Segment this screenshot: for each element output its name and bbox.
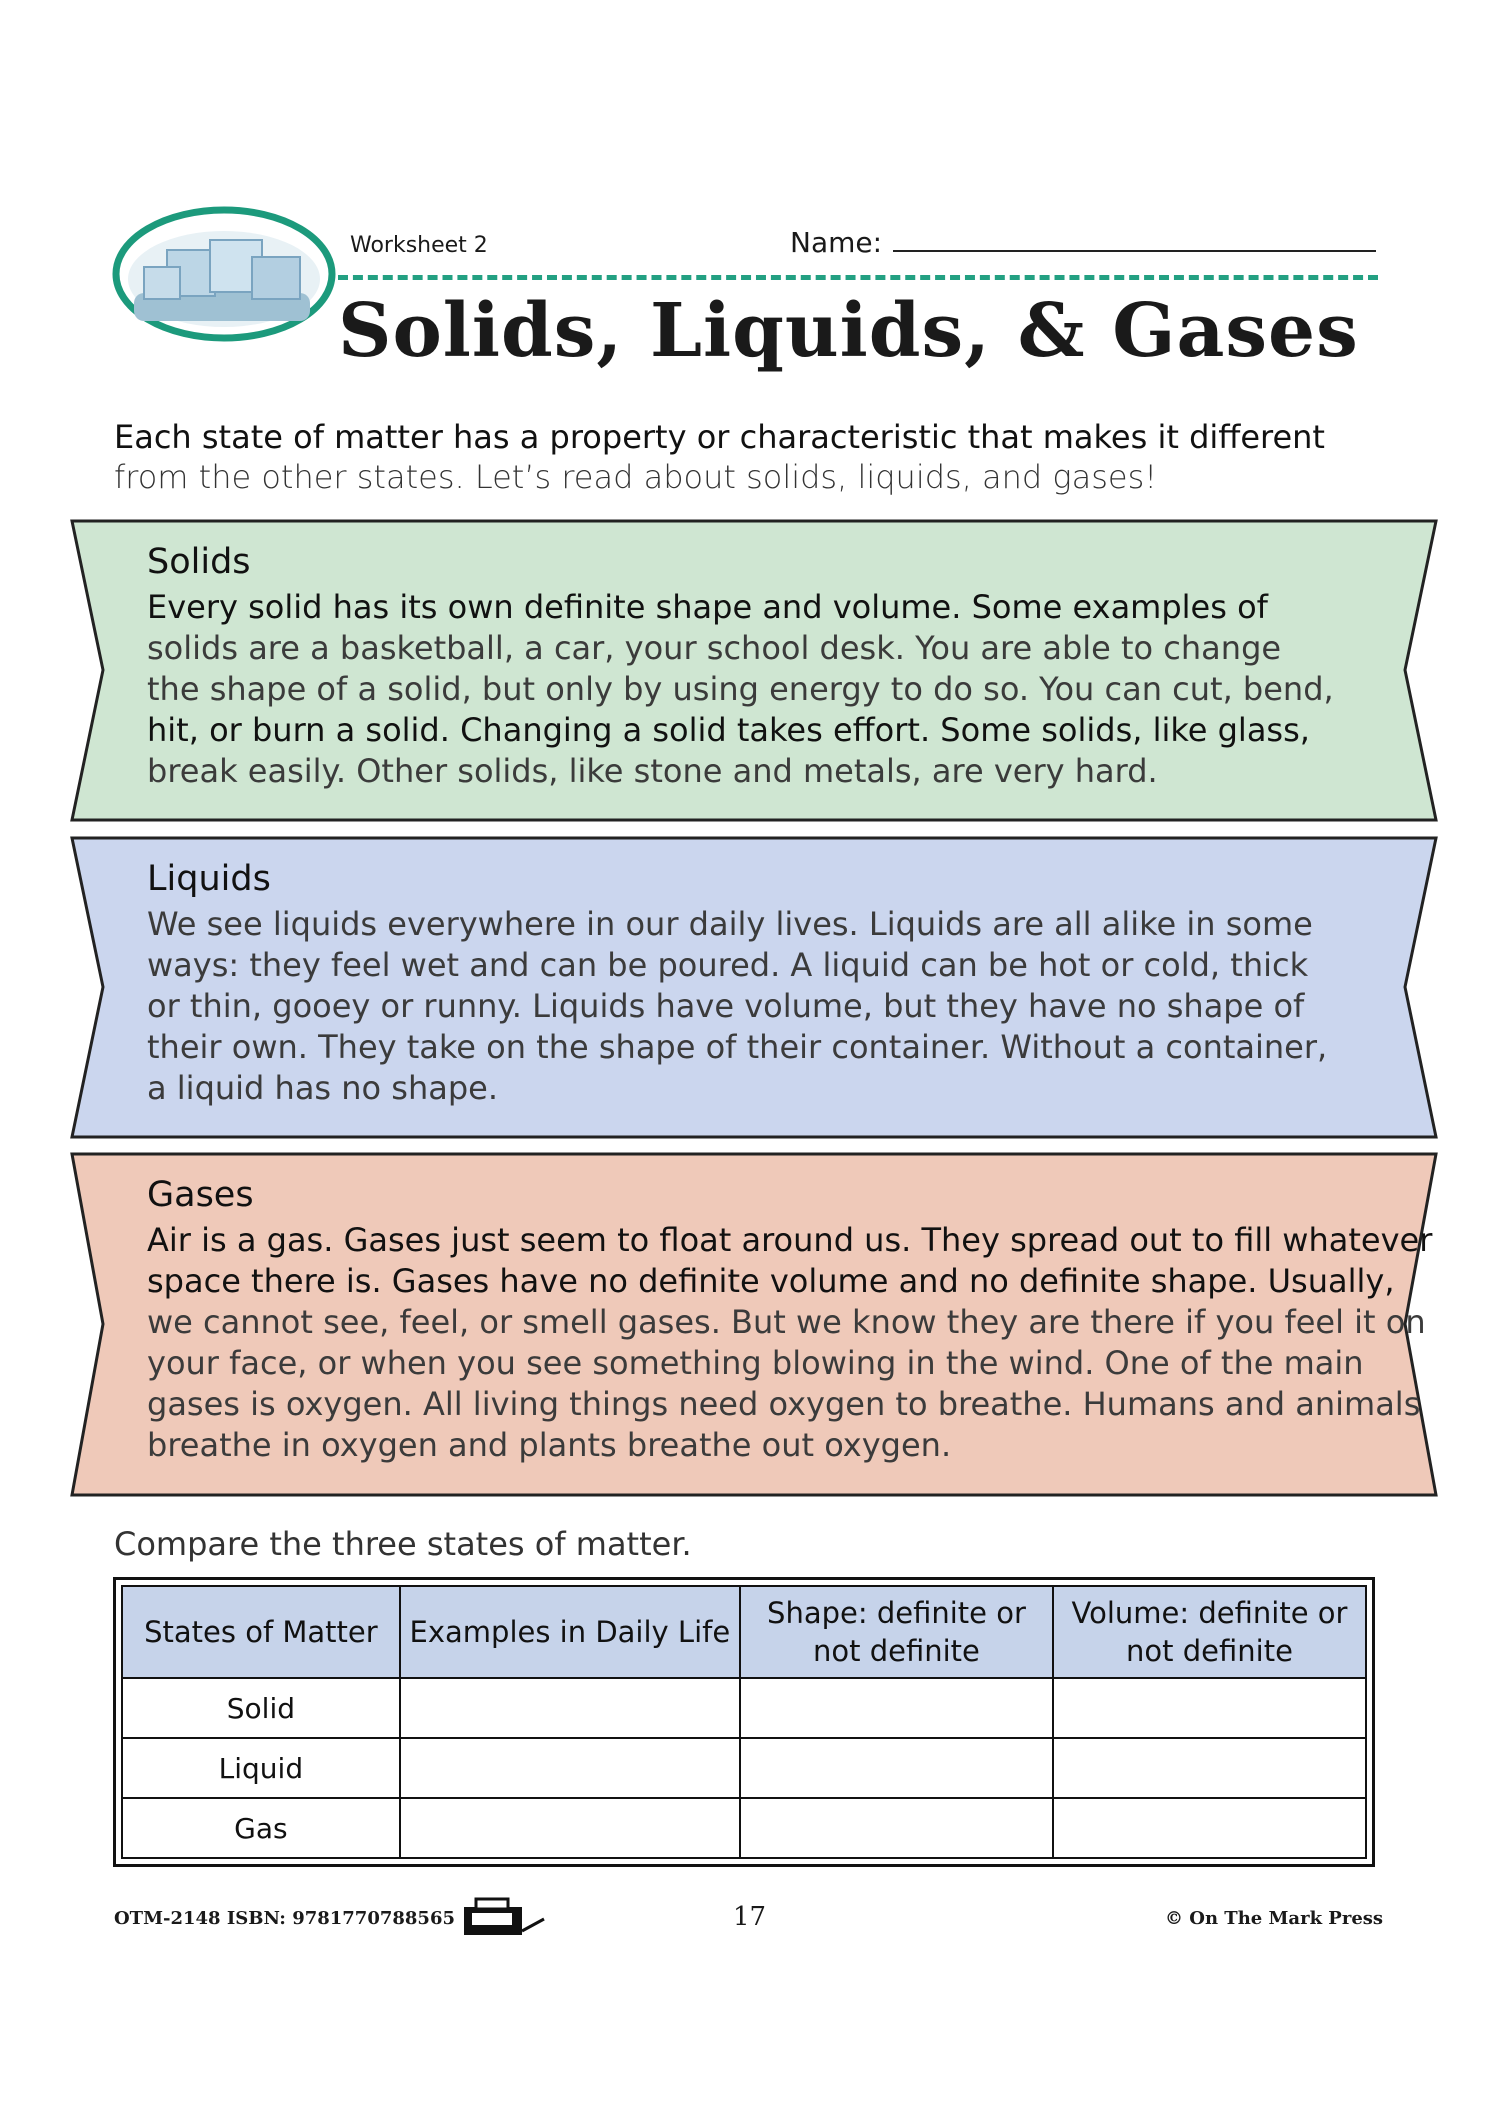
gases-text-line: gases is oxygen. All living things need oxygen to breathe. Humans and animals — [147, 1385, 1421, 1423]
answer-cell[interactable] — [1053, 1798, 1366, 1858]
compare-instructions: Compare the three states of matter. — [114, 1525, 692, 1563]
printer-icon — [462, 1897, 546, 1939]
page-number: 17 — [733, 1902, 767, 1932]
header-states-of-matter: States of Matter — [122, 1586, 400, 1678]
solids-text-line: break easily. Other solids, like stone and metals, are very hard. — [147, 752, 1158, 790]
solids-heading: Solids — [147, 542, 251, 582]
solids-text-line: the shape of a solid, but only by using energy to do so. You can cut, bend, — [147, 670, 1334, 708]
page-title: Solids, Liquids, & Gases — [338, 288, 1359, 374]
header-shape: Shape: definite or not definite — [740, 1586, 1053, 1678]
table-row — [122, 1678, 1366, 1738]
row-label-liquid: Liquid — [122, 1738, 400, 1798]
gases-text-line: your face, or when you see something blowing in the wind. One of the main — [147, 1344, 1364, 1382]
answer-cell[interactable] — [740, 1798, 1053, 1858]
copyright: © On The Mark Press — [1165, 1908, 1384, 1929]
answer-cell[interactable] — [1053, 1738, 1366, 1798]
gases-text-line: Air is a gas. Gases just seem to float around us. They spread out to fill whatever — [147, 1221, 1433, 1259]
solids-text-line: solids are a basketball, a car, your school desk. You are able to change — [147, 629, 1282, 667]
liquids-text-line: or thin, gooey or runny. Liquids have volume, but they have no shape of — [147, 987, 1305, 1025]
intro-line-1: Each state of matter has a property or characteristic that makes it different — [114, 418, 1325, 456]
gases-heading: Gases — [147, 1175, 254, 1215]
answer-cell[interactable] — [400, 1678, 740, 1738]
gases-text-line: space there is. Gases have no definite volume and no definite shape. Usually, — [147, 1262, 1395, 1300]
answer-cell[interactable] — [740, 1738, 1053, 1798]
answer-cell[interactable] — [740, 1678, 1053, 1738]
liquids-text-line: a liquid has no shape. — [147, 1069, 499, 1107]
name-label: Name: — [790, 226, 883, 259]
gases-text-line: breathe in oxygen and plants breathe out oxygen. — [147, 1426, 952, 1464]
header-examples: Examples in Daily Life — [400, 1586, 740, 1678]
answer-cell[interactable] — [1053, 1678, 1366, 1738]
answer-cell[interactable] — [400, 1798, 740, 1858]
liquids-heading: Liquids — [147, 859, 271, 899]
compare-table — [113, 1577, 1375, 1867]
answer-cell[interactable] — [400, 1738, 740, 1798]
worksheet-label: Worksheet 2 — [350, 233, 488, 258]
ice-blocks-icon — [112, 205, 337, 343]
intro-line-2: from the other states. Let’s read about solids, liquids, and gases! — [114, 458, 1158, 496]
row-label-solid: Solid — [122, 1678, 400, 1738]
liquids-section — [70, 836, 1438, 1139]
header-volume: Volume: definite or not definite — [1053, 1586, 1366, 1678]
solids-text-line: Every solid has its own definite shape and volume. Some examples of — [147, 588, 1268, 626]
footer-isbn: OTM-2148 ISBN: 9781770788565 — [114, 1908, 456, 1929]
liquids-text-line: their own. They take on the shape of their container. Without a container, — [147, 1028, 1328, 1066]
gases-text-line: we cannot see, feel, or smell gases. But we know they are there if you feel it on — [147, 1303, 1426, 1341]
name-field-line[interactable] — [893, 250, 1376, 252]
solids-text-line: hit, or burn a solid. Changing a solid takes effort. Some solids, like glass, — [147, 711, 1310, 749]
solids-section — [70, 519, 1438, 822]
row-label-gas: Gas — [122, 1798, 400, 1858]
liquids-text-line: ways: they feel wet and can be poured. A liquid can be hot or cold, thick — [147, 946, 1309, 984]
table-row — [122, 1798, 1366, 1858]
dashed-divider — [338, 275, 1378, 280]
gases-section — [70, 1152, 1438, 1497]
liquids-text-line: We see liquids everywhere in our daily lives. Liquids are all alike in some — [147, 905, 1313, 943]
table-row — [122, 1738, 1366, 1798]
